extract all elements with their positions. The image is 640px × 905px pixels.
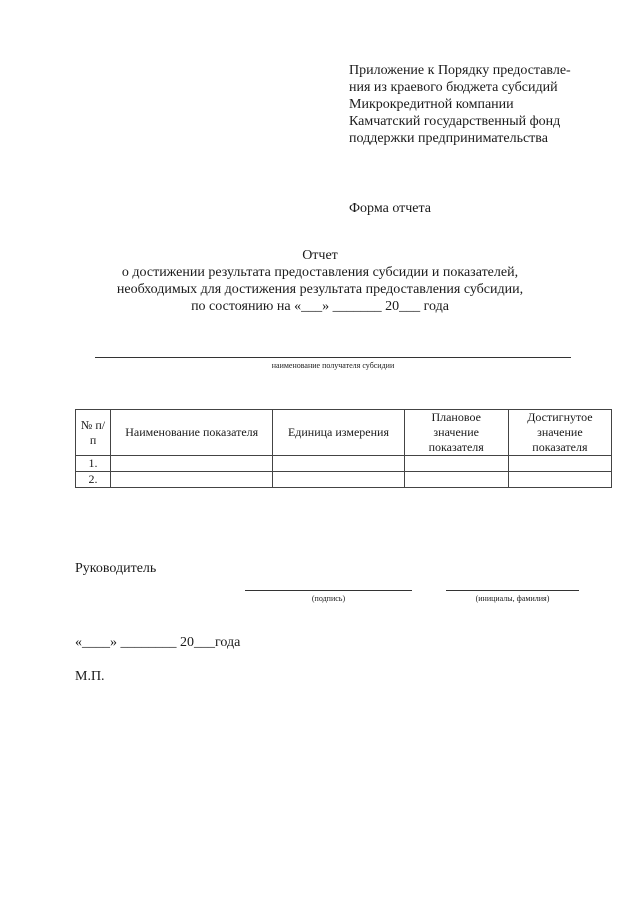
signature-caption: (подпись) xyxy=(311,594,346,603)
header-planned-value: Плановое значение показателя xyxy=(404,410,508,456)
appendix-line: Приложение к Порядку предоставле- xyxy=(349,63,571,78)
recipient-name-line xyxy=(95,357,571,358)
header-achieved-value: Достигнутое значение показателя xyxy=(508,410,611,456)
header-indicator-name: Наименование показателя xyxy=(111,410,273,456)
table-row xyxy=(76,456,612,472)
table-cell: 2. xyxy=(76,472,111,488)
table-cell xyxy=(273,456,404,472)
appendix-line: Камчатский государственный фонд xyxy=(349,114,561,129)
table-row xyxy=(76,472,612,488)
table-cell xyxy=(508,456,611,472)
header-number: № п/п xyxy=(76,410,111,456)
head-label: Руководитель xyxy=(75,561,157,576)
recipient-caption: наименование получателя субсидии xyxy=(271,361,395,370)
table-header-row xyxy=(76,410,612,456)
table-cell xyxy=(404,472,508,488)
table-cell xyxy=(508,472,611,488)
appendix-line: ния из краевого бюджета субсидий xyxy=(349,80,558,95)
table-cell xyxy=(111,472,273,488)
table-cell xyxy=(111,456,273,472)
report-date-line: по состоянию на «___» _______ 20___ года xyxy=(191,299,449,314)
name-caption: (инициалы, фамилия) xyxy=(475,594,550,603)
appendix-line: поддержки предпринимательства xyxy=(349,131,548,146)
signing-date: «____» ________ 20___года xyxy=(75,635,241,650)
table-cell xyxy=(273,472,404,488)
report-title: Отчет xyxy=(302,248,338,263)
report-title-block xyxy=(60,247,580,315)
table-cell: 1. xyxy=(76,456,111,472)
stamp-label: М.П. xyxy=(75,669,105,684)
signature-line xyxy=(245,590,412,591)
appendix-header xyxy=(349,62,619,147)
indicators-table xyxy=(75,409,612,488)
header-unit: Единица измерения xyxy=(273,410,404,456)
name-line xyxy=(446,590,579,591)
form-label: Форма отчета xyxy=(349,201,432,216)
report-subtitle-line: о достижении результата предоставления субсидии и показателей, xyxy=(121,265,519,280)
appendix-line: Микрокредитной компании xyxy=(349,97,514,112)
report-subtitle-line: необходимых для достижения результата предоставления субсидии, xyxy=(116,282,524,297)
table-cell xyxy=(404,456,508,472)
